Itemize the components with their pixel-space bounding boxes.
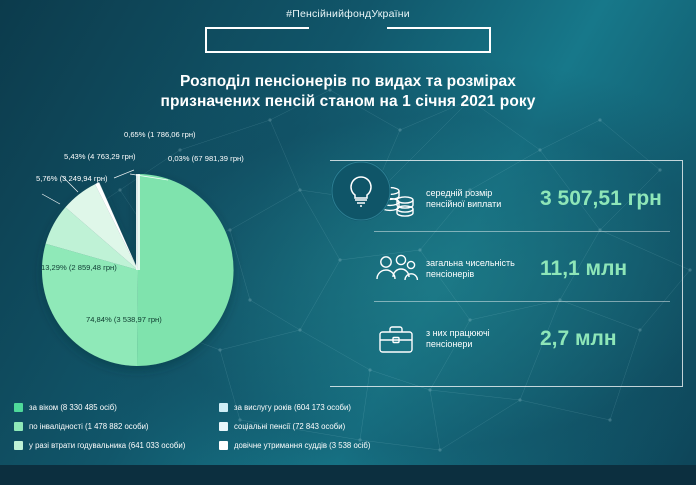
stats-divider bbox=[374, 301, 670, 302]
legend-column-right bbox=[219, 398, 419, 455]
leader-line-vtrata bbox=[42, 194, 60, 204]
pie-label-vtrata-goduvalnyka: 5,76% (3 249,94 грн) bbox=[36, 174, 108, 183]
legend-item-za-vyslugu-rokiv bbox=[219, 398, 419, 417]
legend-item-label: за віком (8 330 485 осіб) bbox=[29, 403, 117, 412]
legend-item-label: за вислугу років (604 173 особи) bbox=[234, 403, 351, 412]
bottom-bar bbox=[0, 465, 696, 485]
title-line-2: призначених пенсій станом на 1 січня 2021 року bbox=[160, 93, 536, 110]
pie-svg bbox=[18, 130, 318, 380]
pie-label-socialni-pensii: 0,65% (1 786,06 грн) bbox=[124, 130, 196, 139]
stat-label-total-pensioners: загальна чисельність пенсіонерів bbox=[426, 258, 515, 279]
legend-swatch-icon bbox=[219, 422, 228, 431]
legend-item-label: соціальні пенсії (72 843 особи) bbox=[234, 422, 346, 431]
hashtag-text: #ПенсійнийфондУкраїни bbox=[286, 8, 410, 20]
pie-label-za-vikom: 74,84% (3 538,97 грн) bbox=[86, 315, 162, 324]
chart-legend bbox=[14, 398, 414, 460]
legend-swatch-icon bbox=[14, 403, 23, 412]
legend-swatch-icon bbox=[14, 422, 23, 431]
legend-swatch-icon bbox=[219, 441, 228, 450]
lightbulb-badge bbox=[331, 161, 391, 221]
stat-value-average-payment: 3 507,51 грн bbox=[540, 187, 662, 210]
stat-value-working-pensioners: 2,7 млн bbox=[540, 327, 617, 350]
pie-label-za-vyslugu-rokiv: 5,43% (4 763,29 грн) bbox=[64, 152, 136, 161]
stat-row-average-payment bbox=[370, 173, 662, 225]
legend-item-socialni-pensii bbox=[219, 417, 419, 436]
legend-item-dovichne-utrymannia-suddiv bbox=[219, 436, 419, 455]
legend-item-vtrata-goduvalnyka bbox=[14, 436, 219, 455]
stat-label-working-pensioners: з них працюючі пенсіонери bbox=[426, 328, 490, 349]
people-icon bbox=[370, 245, 422, 293]
stats-divider bbox=[374, 231, 670, 232]
pie-label-po-invalidnosti: 13,29% (2 859,48 грн) bbox=[41, 263, 117, 272]
legend-item-za-vikom bbox=[14, 398, 219, 417]
page-title bbox=[110, 72, 586, 112]
legend-swatch-icon bbox=[14, 441, 23, 450]
title-line-1: Розподіл пенсіонерів по видах та розмірах bbox=[180, 73, 516, 90]
legend-item-label: довічне утримання суддів (3 538 осіб) bbox=[234, 441, 371, 450]
stat-row-working-pensioners bbox=[370, 313, 617, 365]
briefcase-icon bbox=[370, 315, 422, 363]
stat-label-average-payment: середній розмір пенсійної виплати bbox=[426, 188, 502, 209]
pie-label-dovichne-utrymannia: 0,03% (67 981,39 грн) bbox=[168, 154, 244, 163]
legend-swatch-icon bbox=[219, 403, 228, 412]
stat-row-total-pensioners bbox=[370, 243, 627, 295]
pie-slice-za-vikom bbox=[137, 174, 234, 366]
pension-distribution-pie-chart bbox=[18, 130, 318, 380]
legend-item-label: по інвалідності (1 478 882 особи) bbox=[29, 422, 149, 431]
legend-item-po-invalidnosti bbox=[14, 417, 219, 436]
stat-value-total-pensioners: 11,1 млн bbox=[540, 257, 628, 280]
legend-item-label: у разі втрати годувальника (641 033 особи) bbox=[29, 441, 186, 450]
legend-column-left bbox=[14, 398, 219, 455]
lightbulb-icon bbox=[331, 161, 391, 221]
decorative-bracket bbox=[205, 27, 491, 53]
